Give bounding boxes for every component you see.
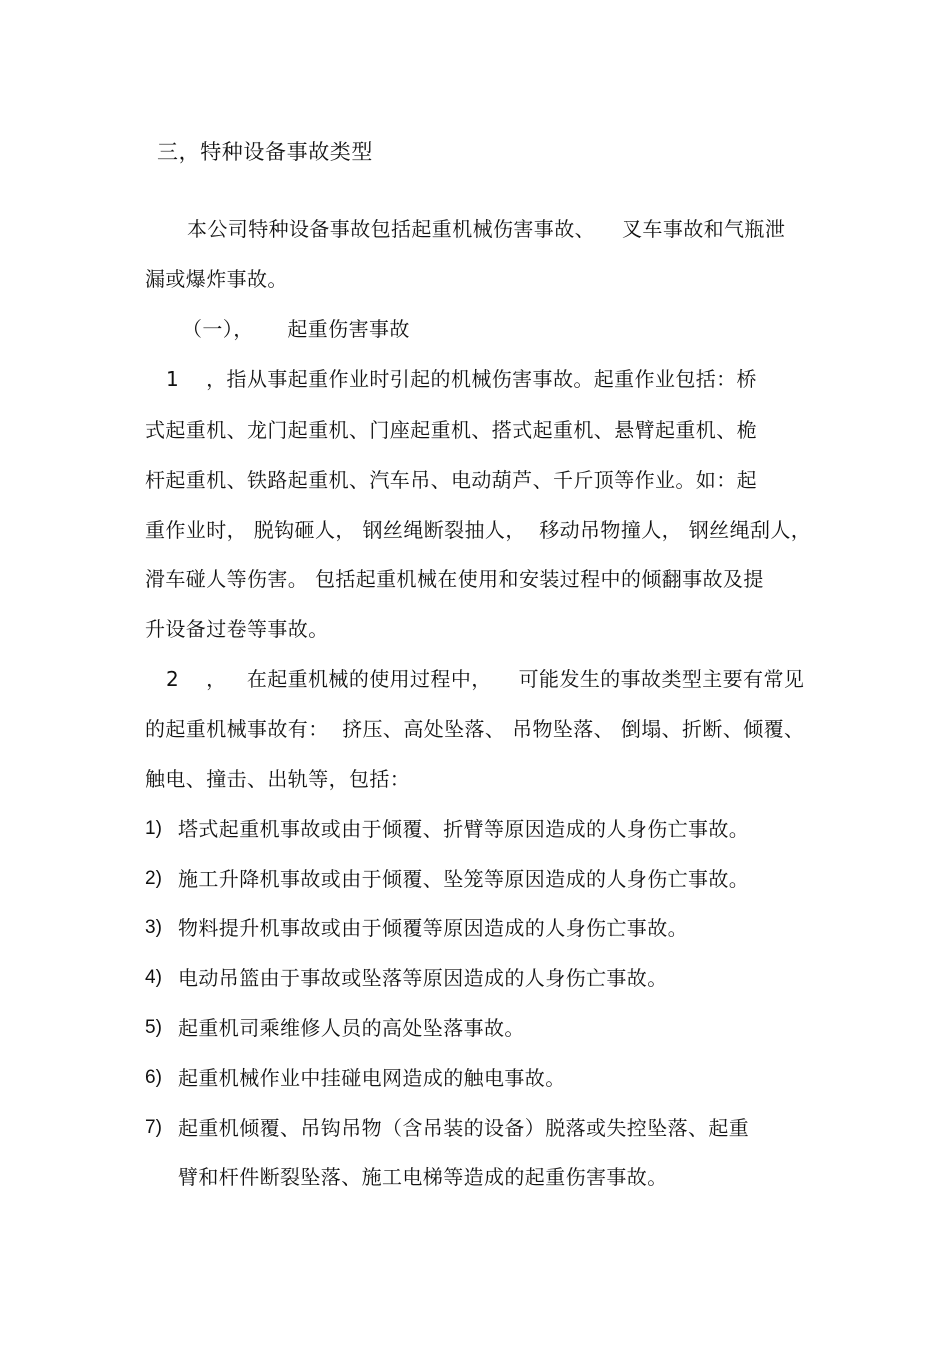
intro-line-1: 本公司特种设备事故包括起重机械伤害事故、 叉车事故和气瓶泄 [187,217,786,241]
list-item-text: 电动吊篮由于事故或坠落等原因造成的人身伤亡事故。 [178,966,668,990]
item2-line-1: 2 ， 在起重机械的使用过程中， 可能发生的事故类型主要有常见 [166,667,805,691]
list-number: 6) [145,1067,162,1088]
list-number: 1) [145,818,162,839]
item1-line-2: 式起重机、龙门起重机、门座起重机、搭式起重机、悬臂起重机、桅 [145,418,757,442]
list-number: 7) [145,1117,162,1138]
list-item-text: 塔式起重机事故或由于倾覆、折臂等原因造成的人身伤亡事故。 [178,817,750,841]
section-title: 三，特种设备事故类型 [157,140,373,164]
list-item-text: 起重机倾覆、吊钩吊物（含吊装的设备）脱落或失控坠落、起重 [178,1116,750,1140]
item1-line-1: 1 ，指从事起重作业时引起的机械伤害事故。起重作业包括：桥 [166,367,757,391]
item1-line-4: 重作业时， 脱钩砸人， 钢丝绳断裂抽人， 移动吊物撞人， 钢丝绳刮人， [145,518,812,542]
intro-line-2: 漏或爆炸事故。 [145,267,288,291]
item2-line-2: 的起重机械事故有： 挤压、高处坠落、 吊物坠落、 倒塌、折断、倾覆、 [145,717,805,741]
item1-line-5: 滑车碰人等伤害。 包括起重机械在使用和安装过程中的倾翻事故及提 [145,567,764,591]
item2-line-3: 触电、撞击、出轨等，包括： [145,767,411,791]
list-number: 4) [145,967,162,988]
subsection-title: （一）， 起重伤害事故 [182,317,410,341]
list-item-text: 起重机械作业中挂碰电网造成的触电事故。 [178,1066,566,1090]
list-number: 3) [145,917,162,938]
list-number: 5) [145,1017,162,1038]
item1-line-3: 杆起重机、铁路起重机、汽车吊、电动葫芦、千斤顶等作业。如：起 [145,468,757,492]
list-item-text: 施工升降机事故或由于倾覆、坠笼等原因造成的人身伤亡事故。 [178,867,750,891]
list-number: 2) [145,868,162,889]
list-item-text: 起重机司乘维修人员的高处坠落事故。 [178,1016,525,1040]
list-item-text: 物料提升机事故或由于倾覆等原因造成的人身伤亡事故。 [178,916,688,940]
list-item-continuation: 臂和杆件断裂坠落、施工电梯等造成的起重伤害事故。 [178,1165,668,1189]
item1-line-6: 升设备过卷等事故。 [145,617,329,641]
